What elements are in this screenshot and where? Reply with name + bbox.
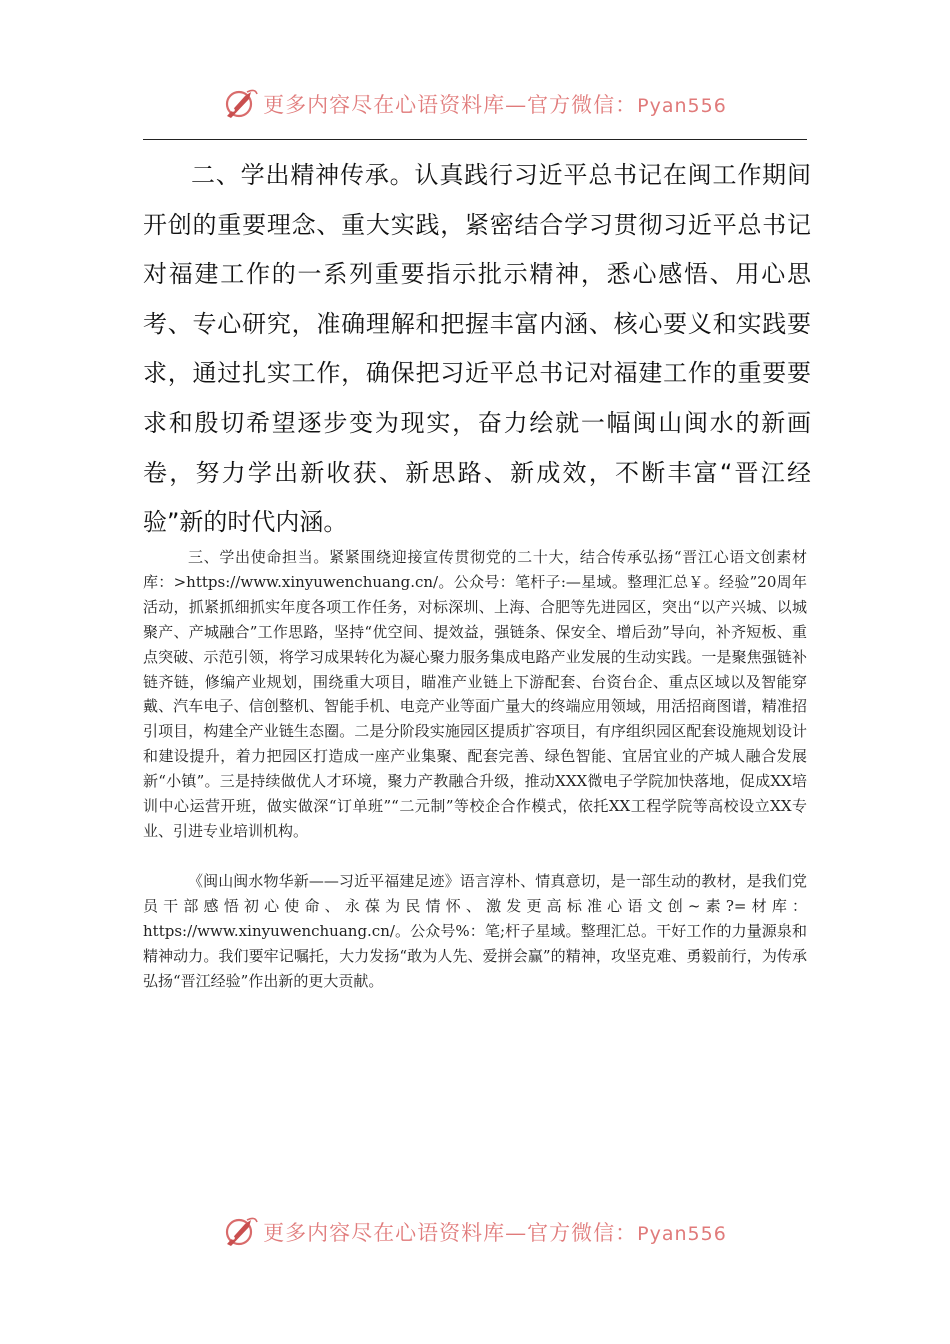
footer-banner <box>0 1212 950 1252</box>
paragraph-closing: 《闽山闽水物华新——习近平福建足迹》语言淳朴、情真意切，是一部生动的教材，是我们党员干部感悟初心使命、永葆为民情怀、激发更高标准心语文创~素?=材库：https://www.xinyuwenchuang.cn/。公众号%：笔;杆子星域。整理汇总。干好工作的力量源泉和精神动力。我们要牢记嘱托，大力发扬“敢为人先、爱拼会赢”的精神，攻坚克难、勇毅前行，为传承弘扬“晋江经验”作出新的更大贡献。 <box>143 872 807 990</box>
header-divider <box>143 139 807 140</box>
header-banner <box>0 84 950 124</box>
header-banner-text: 更多内容尽在心语资料库—官方微信：Pyan556 <box>263 93 727 117</box>
footer-banner-text: 更多内容尽在心语资料库—官方微信：Pyan556 <box>263 1221 727 1245</box>
fountain-pen-icon <box>223 86 259 122</box>
paragraph-section-2: 二、学出精神传承。认真践行习近平总书记在闽工作期间开创的重要理念、重大实践，紧密结合学习贯彻习近平总书记对福建工作的一系列重要指示批示精神，悉心感悟、用心思考、专心研究，准确理解和把握丰富内涵、核心要义和实践要求，通过扎实工作，确保把习近平总书记对福建工作的重要要求和殷切希望逐步变为现实，奋力绘就一幅闽山闽水的新画卷，努力学出新收获、新思路、新成效，不断丰富“晋江经验”新的时代内涵。 <box>143 161 811 537</box>
wechat-id: Pyan556 <box>637 95 727 117</box>
paragraph-section-3: 三、学出使命担当。紧紧围绕迎接宣传贯彻党的二十大，结合传承弘扬“晋江心语文创素材库：>https://www.xinyuwenchuang.cn/。公众号：笔杆子:—星域。整理汇总￥。经验”20周年活动，抓紧抓细抓实年度各项工作任务，对标深圳、上海、合肥等先进园区，突出“以产兴城、以城聚产、产城融合”工作思路，坚持“优空间、提效益，强链条、保安全、增后劲”导向，补齐短板、重点突破、示范引领，将学习成果转化为凝心聚力服务集成电路产业发展的生动实践。一是聚焦强链补链齐链，修编产业规划，围绕重大项目，瞄准产业链上下游配套、台资台企、重点区域以及智能穿戴、汽车电子、信创整机、智能手机、电竞产业等面广量大的终端应用领域，用活招商图谱，精准招引项目，构建全产业链生态圈。二是分阶段实施园区提质扩容项目，有序组织园区配套设施规划设计和建设提升，着力把园区打造成一座产业集聚、配套完善、绿色智能、宜居宜业的产城人融合发展新“小镇”。三是持续做优人才环境，聚力产教融合升级，推动XXX微电子学院加快落地，促成XX培训中心运营开班，做实做深“订单班”“二元制”等校企合作模式，依托XX工程学院等高校设立XX专业、引进专业培训机构。 <box>143 548 807 840</box>
fountain-pen-icon <box>223 1214 259 1250</box>
wechat-id: Pyan556 <box>637 1223 727 1245</box>
